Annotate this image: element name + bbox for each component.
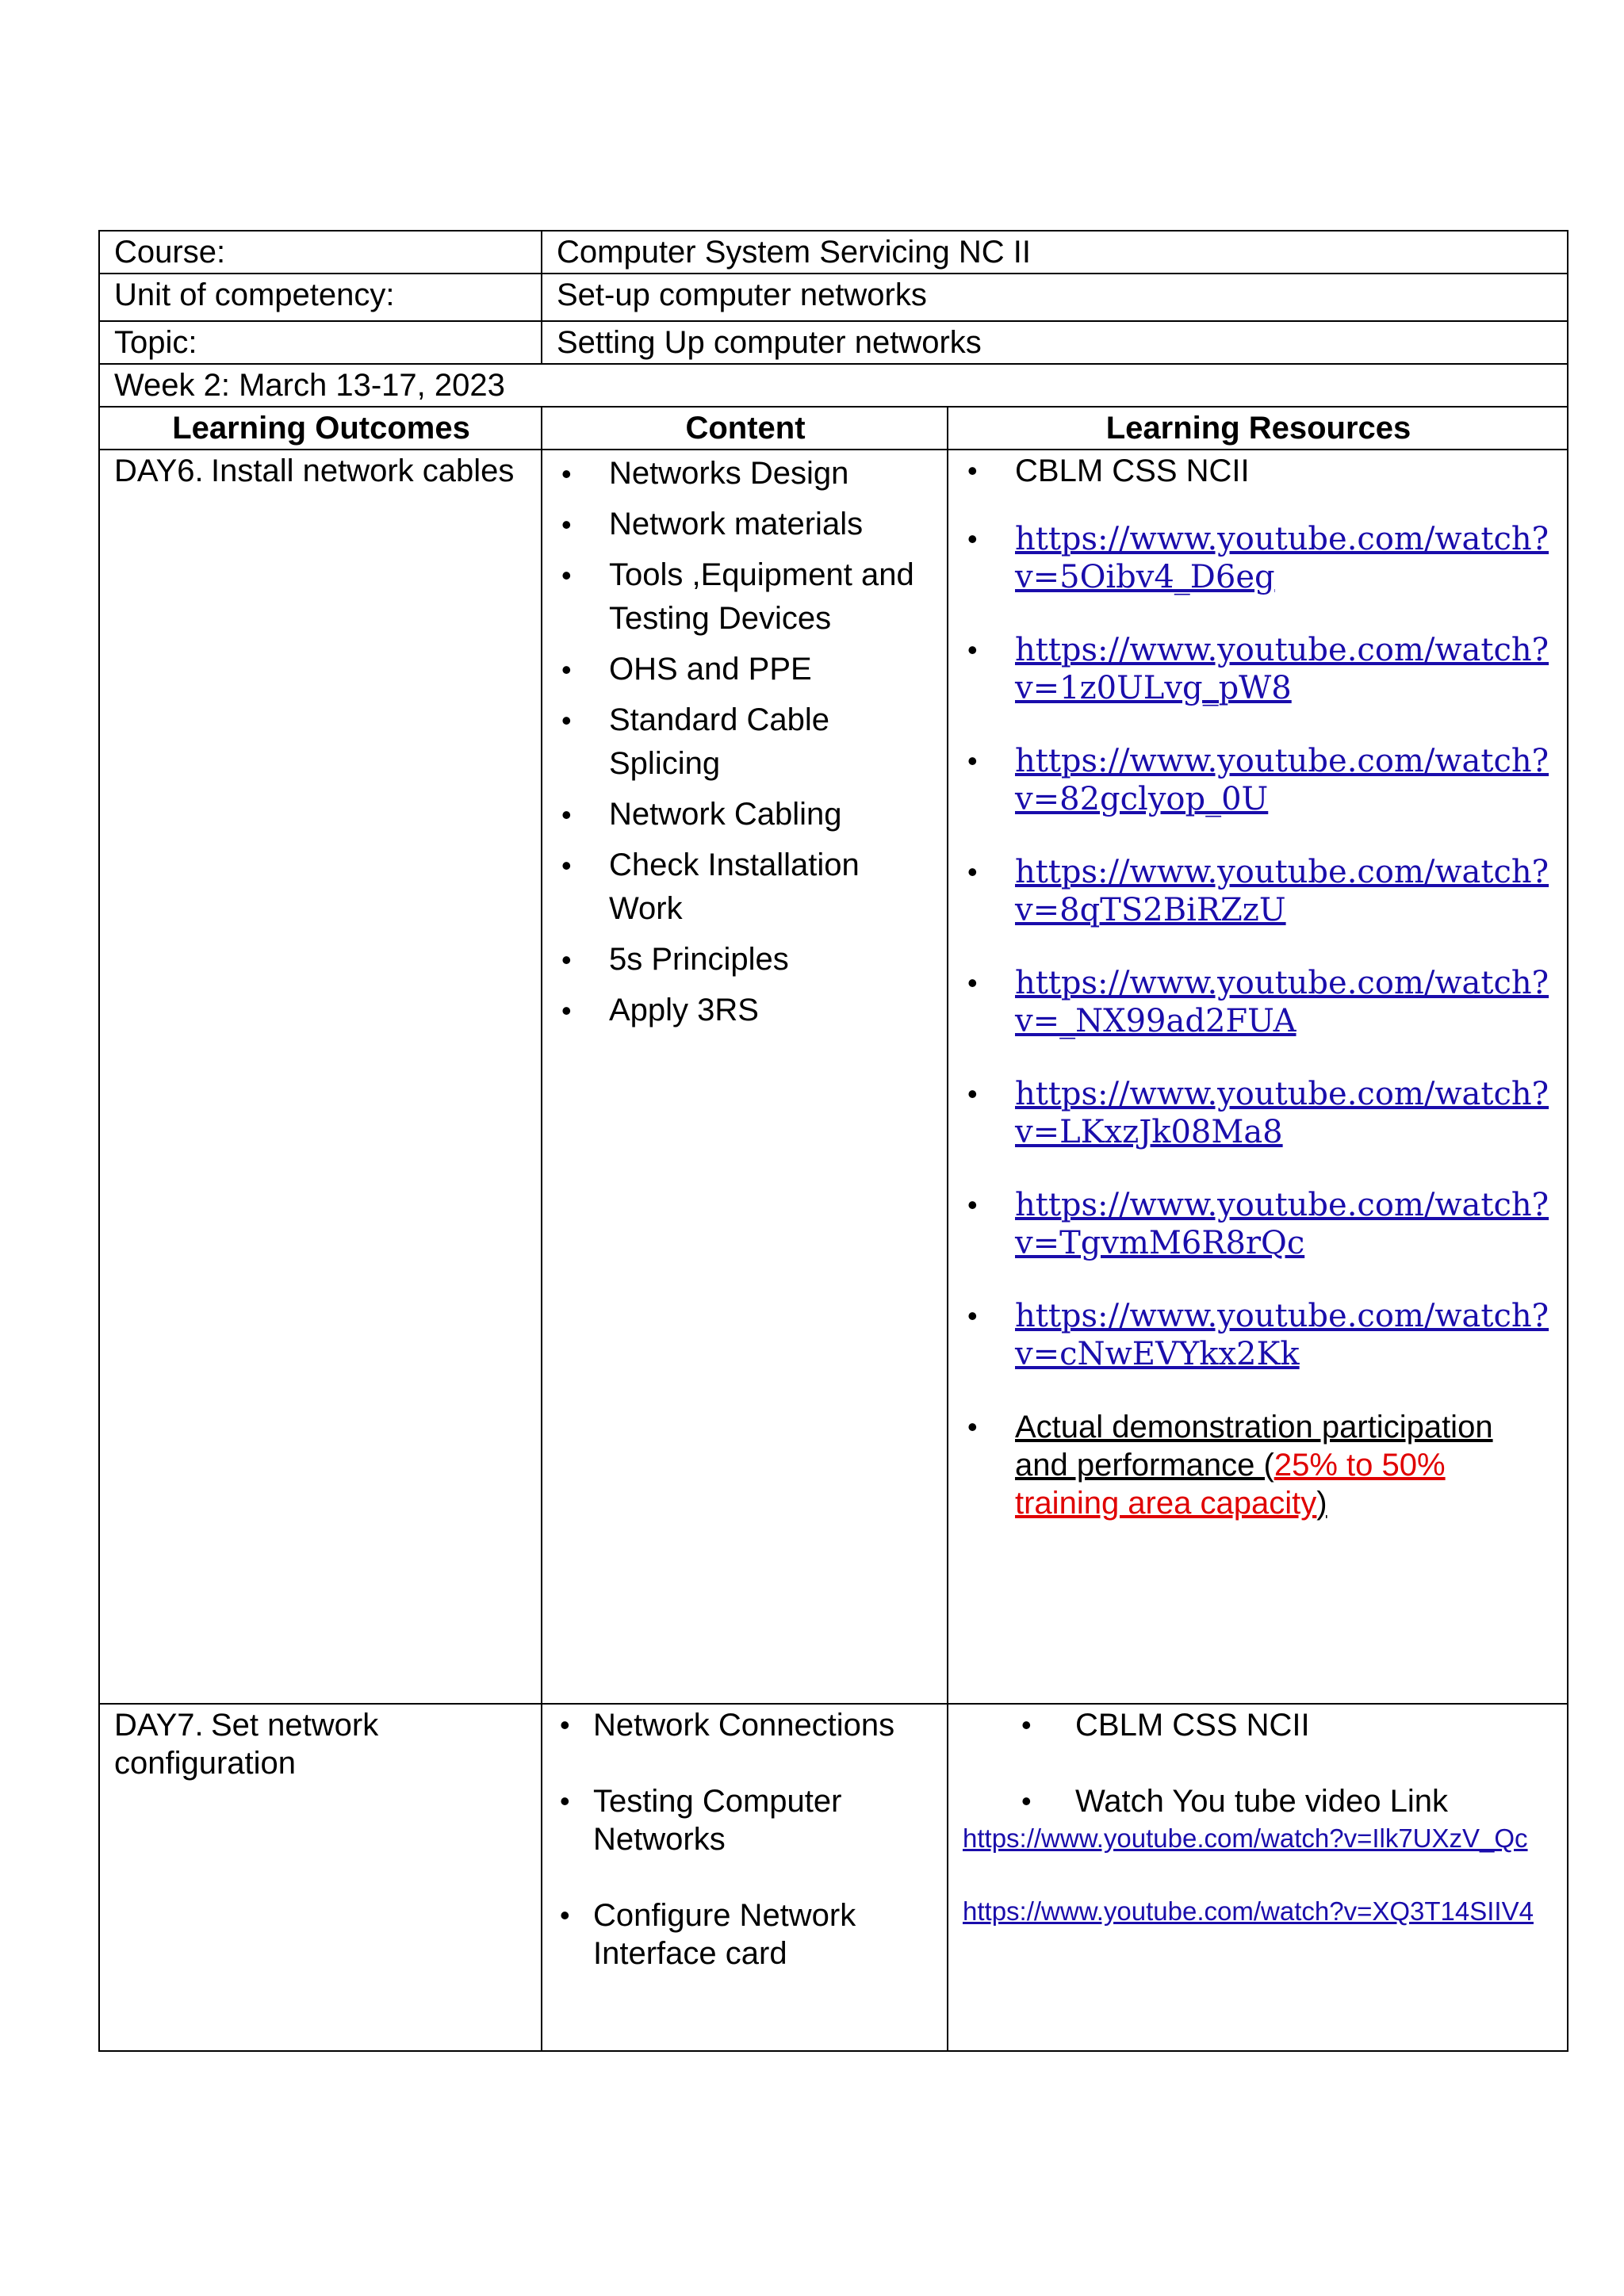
list-item: • Apply 3RS: [561, 993, 759, 1027]
list-item[interactable]: • https://www.youtube.com/watch?v=5Oibv4_D6eg: [967, 521, 1549, 595]
content-item-text: Configure Network Interface card: [593, 1898, 856, 1971]
list-item[interactable]: • https://www.youtube.com/watch?v=8qTS2BiRZzU: [967, 854, 1549, 928]
day6-content-cell: [542, 450, 948, 1704]
unit-label: Unit of competency:: [99, 274, 542, 321]
youtube-link[interactable]: https://www.youtube.com/watch?v=_NX99ad2FUA: [1015, 965, 1549, 1039]
day6-number: DAY6.: [114, 453, 204, 488]
day6-resources-cell: [948, 450, 1568, 1704]
youtube-link[interactable]: https://www.youtube.com/watch?v=Ilk7UXzV_Qc: [963, 1823, 1528, 1853]
day6-content-list: [557, 452, 934, 1032]
course-label: Course:: [99, 231, 542, 274]
course-value: Computer System Servicing NC II: [542, 231, 1568, 274]
day6-row: [99, 450, 1568, 1704]
topic-value: Setting Up computer networks: [542, 321, 1568, 364]
content-item-text: Tools ,Equipment and Testing Devices: [609, 557, 914, 636]
list-item: • Check Installation Work: [561, 848, 860, 926]
list-item: • Testing Computer Networks: [560, 1784, 842, 1857]
day7-outcome-text: Set network configuration: [114, 1708, 379, 1781]
content-item-text: OHS and PPE: [609, 652, 812, 687]
day7-number: DAY7.: [114, 1708, 204, 1743]
day6-resources-list: [963, 452, 1554, 1522]
list-item: • 5s Principles: [561, 942, 789, 977]
day7-content-list: [557, 1706, 934, 1973]
content-item-text: Network Cabling: [609, 797, 842, 832]
youtube-link[interactable]: https://www.youtube.com/watch?v=LKxzJk08Ma8: [1015, 1076, 1549, 1150]
list-item: • Standard Cable Splicing: [561, 702, 829, 781]
topic-label: Topic:: [99, 321, 542, 364]
youtube-link[interactable]: https://www.youtube.com/watch?v=1z0ULvg_pW8: [1015, 632, 1549, 706]
day7-outcome-cell: [99, 1704, 542, 2051]
list-item: • Tools ,Equipment and Testing Devices: [561, 557, 914, 636]
content-item-text: 5s Principles: [609, 942, 789, 977]
actual-demo-prefix: Actual demonstration participation and performance (: [1015, 1410, 1493, 1483]
actual-demo-text: [1015, 1410, 1493, 1521]
unit-row: [99, 274, 1568, 321]
resource-cblm: CBLM CSS NCII: [1015, 453, 1250, 488]
list-item: • CBLM CSS NCII: [967, 453, 1250, 488]
list-item[interactable]: • https://www.youtube.com/watch?v=82gclyop_0U: [967, 743, 1549, 817]
lesson-plan-table: [98, 230, 1568, 2052]
content-item-text: Apply 3RS: [609, 993, 759, 1027]
content-item-text: Network Connections: [593, 1708, 895, 1743]
content-item-text: Testing Computer Networks: [593, 1784, 842, 1857]
day6-outcome-text: Install network cables: [211, 453, 515, 488]
day6-outcome-cell: [99, 450, 542, 1704]
list-item: • Network Connections: [560, 1708, 895, 1743]
list-item: • Configure Network Interface card: [560, 1898, 856, 1971]
day7-resources-cell: [948, 1704, 1568, 2051]
content-item-text: Standard Cable Splicing: [609, 702, 829, 781]
list-item[interactable]: • https://www.youtube.com/watch?v=LKxzJk08Ma8: [967, 1076, 1549, 1150]
content-item-text: Check Installation Work: [609, 848, 860, 926]
list-item: • Networks Design: [561, 456, 849, 491]
list-item[interactable]: • https://www.youtube.com/watch?v=TgvmM6R8rQc: [967, 1187, 1549, 1261]
resource-cblm: CBLM CSS NCII: [1075, 1708, 1310, 1743]
column-header-row: [99, 407, 1568, 450]
header-learning-resources: Learning Resources: [948, 407, 1568, 450]
capacity-note: 25% to 50% training area capacity: [1015, 1448, 1446, 1521]
day7-row: [99, 1704, 1568, 2051]
youtube-link[interactable]: https://www.youtube.com/watch?v=5Oibv4_D6eg: [1015, 521, 1549, 595]
unit-value: Set-up computer networks: [542, 274, 1568, 321]
youtube-link[interactable]: https://www.youtube.com/watch?v=cNwEVYkx2Kk: [1015, 1298, 1549, 1372]
list-item: • Network materials: [561, 507, 864, 541]
content-item-text: Network materials: [609, 507, 864, 541]
list-item: • Actual demonstration participation and performance (25% to 50% training area capacity): [967, 1410, 1493, 1521]
youtube-link[interactable]: https://www.youtube.com/watch?v=XQ3T14SIIV4: [963, 1896, 1534, 1926]
list-item: • OHS and PPE: [561, 652, 812, 687]
actual-demo-suffix: ): [1316, 1486, 1327, 1521]
week-label: Week 2: March 13-17, 2023: [99, 364, 1568, 407]
list-item: • Network Cabling: [561, 797, 842, 832]
youtube-link[interactable]: https://www.youtube.com/watch?v=TgvmM6R8rQc: [1015, 1187, 1549, 1261]
youtube-link[interactable]: https://www.youtube.com/watch?v=82gclyop_0U: [1015, 743, 1549, 817]
list-item[interactable]: • https://www.youtube.com/watch?v=cNwEVYkx2Kk: [967, 1298, 1549, 1372]
content-item-text: Networks Design: [609, 456, 849, 491]
day7-content-cell: [542, 1704, 948, 2051]
list-item: • CBLM CSS NCII: [1021, 1708, 1310, 1743]
day6-outcome: [114, 453, 514, 488]
header-learning-outcomes: Learning Outcomes: [99, 407, 542, 450]
list-item: • Watch You tube video Link: [1021, 1784, 1448, 1819]
youtube-link[interactable]: https://www.youtube.com/watch?v=8qTS2BiRZzU: [1015, 854, 1549, 928]
list-item[interactable]: • https://www.youtube.com/watch?v=_NX99ad2FUA: [967, 965, 1549, 1039]
header-content: Content: [542, 407, 948, 450]
topic-row: [99, 321, 1568, 364]
list-item[interactable]: • https://www.youtube.com/watch?v=1z0ULvg_pW8: [967, 632, 1549, 706]
day7-outcome: [114, 1708, 378, 1781]
course-row: [99, 231, 1568, 274]
resource-watch-label: Watch You tube video Link: [1075, 1784, 1448, 1819]
week-row: [99, 364, 1568, 407]
